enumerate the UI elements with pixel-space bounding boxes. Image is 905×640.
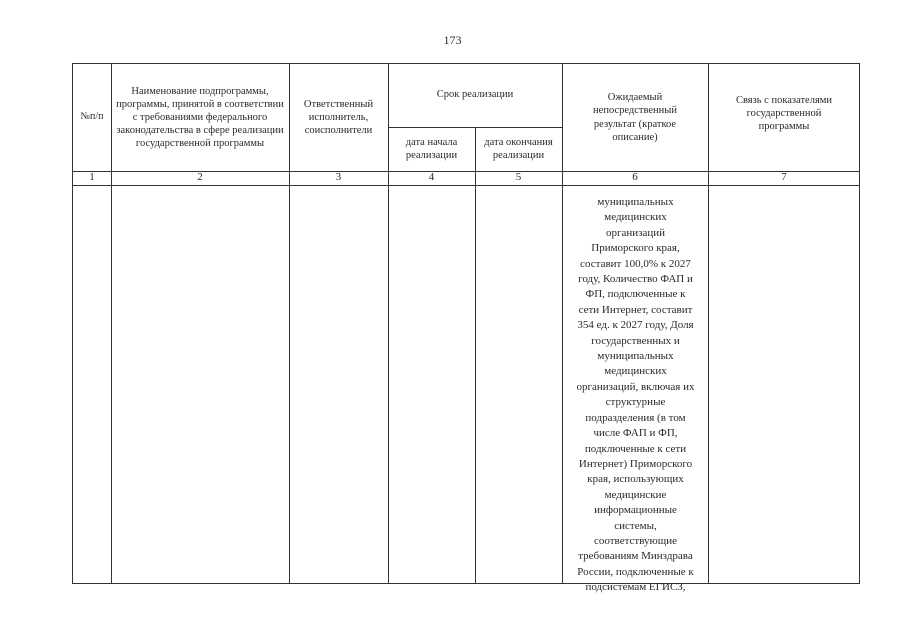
result-line: медицинских	[604, 365, 667, 378]
col-divider	[475, 127, 476, 583]
result-line: организаций, включая их	[576, 380, 695, 393]
result-line: требованиям Минздрава	[578, 550, 693, 563]
header-number: №п/п	[80, 111, 104, 123]
column-number: 6	[632, 171, 638, 184]
result-line: соответствующие	[594, 534, 677, 547]
result-line: подсистемам ЕГИСЗ,	[585, 581, 686, 594]
result-line: государственных и	[591, 334, 680, 347]
result-line: медицинских	[604, 211, 667, 224]
page-number: 173	[443, 33, 462, 47]
header-end-date: дата окончания реализации	[484, 136, 553, 161]
result-line: структурные	[605, 396, 666, 409]
number-row-bottom-line	[73, 185, 859, 186]
result-line: году, Количество ФАП и	[578, 273, 693, 286]
result-line: Приморского края,	[591, 242, 680, 255]
result-line: информационные	[594, 504, 677, 517]
result-line: 354 ед. к 2027 году, Доля	[577, 319, 694, 332]
result-line: подключенные к сети	[584, 442, 687, 455]
header-responsible: Ответственный исполнитель, соисполнители	[303, 98, 374, 137]
header-indicators-link: Связь с показателями государственной программы	[735, 95, 833, 133]
column-number: 4	[428, 171, 435, 184]
column-number: 3	[335, 171, 342, 184]
result-line: организаций	[605, 226, 666, 239]
column-number: 7	[781, 171, 787, 184]
header-implementation-period: Срок реализации	[436, 89, 514, 100]
result-line: сети Интернет, составит	[578, 303, 693, 316]
results-table	[72, 63, 860, 594]
result-line: ФП, подключенные к	[585, 288, 686, 301]
result-line: России, подключенные к	[577, 565, 694, 578]
result-line: числе ФАП и ФП,	[593, 427, 678, 440]
column-number: 5	[515, 171, 522, 184]
column-number: 1	[89, 171, 95, 184]
result-line: муниципальных	[597, 196, 674, 208]
header-start-date: дата начала реализации	[405, 136, 458, 161]
result-line: края, использующих	[587, 473, 684, 486]
result-line: подразделения (в том	[585, 411, 686, 424]
result-line: составит 100,0% к 2027	[580, 257, 691, 270]
result-line: медицинские	[604, 488, 667, 501]
expected-result-text	[563, 195, 708, 596]
header-expected-result: Ожидаемый непосредственный результат (краткое описание)	[593, 92, 677, 143]
header-subprogram-name: Наименование подпрограммы, программы, принятой в соответствии с требованиями федерального законодательства в сфере реализации государственной программы	[116, 85, 284, 150]
column-number: 2	[197, 171, 203, 184]
result-line: муниципальных	[597, 350, 674, 363]
result-line: Интернет) Приморского	[578, 457, 693, 470]
result-line: системы,	[614, 519, 657, 532]
